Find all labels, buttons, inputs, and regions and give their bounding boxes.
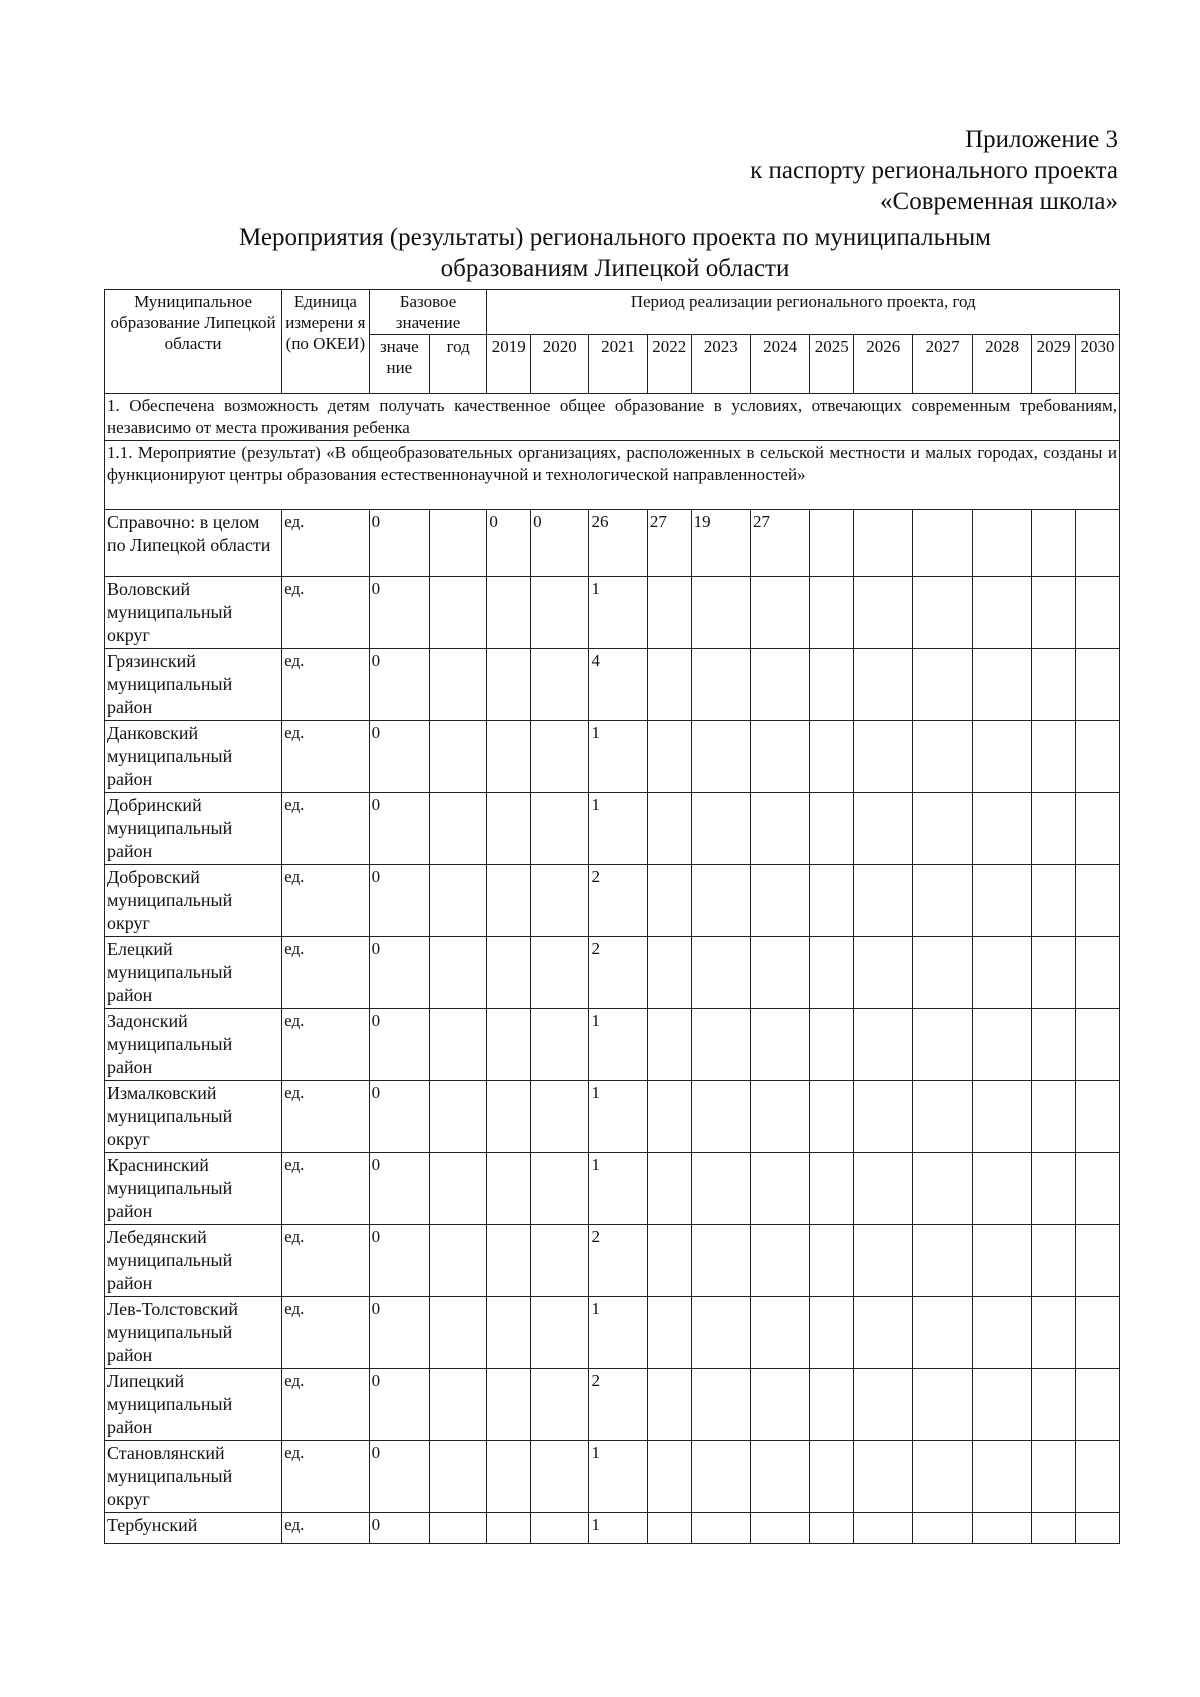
value-2024-cell [750, 793, 809, 865]
goal-row [105, 394, 1120, 441]
value-2027-cell [913, 1441, 972, 1513]
base-year-cell [430, 577, 487, 649]
value-2019-cell [487, 865, 531, 937]
value-2026-cell [854, 865, 913, 937]
value-2019-cell [487, 1153, 531, 1225]
municipality-cell: Грязинский муниципальный район [105, 649, 282, 721]
unit-cell: ед. [282, 721, 370, 793]
municipality-cell: Лебедянский муниципальный район [105, 1225, 282, 1297]
header-period: Период реализации регионального проекта, год [487, 290, 1120, 335]
header-row-1 [105, 290, 1120, 335]
value-2030-cell [1076, 1225, 1120, 1297]
header-year-2029: 2029 [1032, 335, 1076, 394]
value-2027-cell [913, 865, 972, 937]
value-2027-cell [913, 1369, 972, 1441]
value-2020-cell [531, 793, 589, 865]
municipality-cell: Измалковский муниципальный округ [105, 1081, 282, 1153]
header-year-2024: 2024 [750, 335, 809, 394]
unit-cell: ед. [282, 1009, 370, 1081]
value-2030-cell [1076, 649, 1120, 721]
base-year-cell [430, 865, 487, 937]
base-year-cell [430, 1153, 487, 1225]
value-2020-cell [531, 1369, 589, 1441]
value-2030-cell [1076, 793, 1120, 865]
value-2028-cell [972, 1153, 1031, 1225]
value-2024-cell [750, 1369, 809, 1441]
value-2025-cell [810, 577, 854, 649]
value-2024-cell [750, 937, 809, 1009]
value-2025-cell [810, 1153, 854, 1225]
table-row [105, 937, 1120, 1009]
base-year-cell [430, 1009, 487, 1081]
value-2023-cell [691, 1153, 750, 1225]
appendix-line-2: к паспорту регионального проекта [750, 157, 1118, 184]
base-year-cell [430, 1225, 487, 1297]
value-2026-cell [854, 721, 913, 793]
value-2019-cell [487, 793, 531, 865]
value-2021-cell: 1 [589, 577, 647, 649]
appendix-line-1: Приложение 3 [965, 126, 1118, 153]
value-2021-cell: 1 [589, 721, 647, 793]
value-2025-cell [810, 649, 854, 721]
value-2029-cell [1032, 937, 1076, 1009]
base-year-cell [430, 721, 487, 793]
value-2027-cell [913, 1009, 972, 1081]
value-2023-cell [691, 793, 750, 865]
value-2028-cell [972, 937, 1031, 1009]
value-2026-cell [854, 510, 913, 577]
municipality-cell: Данковский муниципальный район [105, 721, 282, 793]
base-value-cell: 0 [369, 1009, 429, 1081]
document-title-line-1: Мероприятия (результаты) регионального проекта по муниципальным [239, 224, 991, 251]
value-2020-cell [531, 865, 589, 937]
value-2025-cell [810, 1513, 854, 1544]
table-row [105, 649, 1120, 721]
value-2026-cell [854, 577, 913, 649]
municipality-cell: Добринский муниципальный район [105, 793, 282, 865]
value-2030-cell [1076, 1297, 1120, 1369]
value-2020-cell [531, 937, 589, 1009]
value-2028-cell [972, 793, 1031, 865]
municipality-cell: Справочно: в целом по Липецкой области [105, 510, 282, 577]
value-2028-cell [972, 1225, 1031, 1297]
value-2029-cell [1032, 1153, 1076, 1225]
table-row [105, 1369, 1120, 1441]
base-value-cell: 0 [369, 1513, 429, 1544]
header-year-2028: 2028 [972, 335, 1031, 394]
value-2027-cell [913, 937, 972, 1009]
value-2028-cell [972, 1369, 1031, 1441]
unit-cell: ед. [282, 793, 370, 865]
municipality-cell: Воловский муниципальный округ [105, 577, 282, 649]
base-value-cell: 0 [369, 1369, 429, 1441]
table-row [105, 793, 1120, 865]
value-2027-cell [913, 1153, 972, 1225]
value-2022-cell: 27 [647, 510, 691, 577]
value-2029-cell [1032, 721, 1076, 793]
value-2020-cell [531, 1225, 589, 1297]
value-2020-cell [531, 1153, 589, 1225]
value-2023-cell [691, 1225, 750, 1297]
value-2029-cell [1032, 1441, 1076, 1513]
value-2029-cell [1032, 577, 1076, 649]
value-2020-cell [531, 577, 589, 649]
value-2022-cell [647, 1225, 691, 1297]
unit-cell: ед. [282, 1225, 370, 1297]
base-value-cell: 0 [369, 793, 429, 865]
header-municipality: Муниципальное образование Липецкой области [105, 290, 282, 394]
unit-cell: ед. [282, 510, 370, 577]
value-2029-cell [1032, 1297, 1076, 1369]
unit-cell: ед. [282, 1441, 370, 1513]
value-2028-cell [972, 1513, 1031, 1544]
table-row [105, 577, 1120, 649]
value-2019-cell [487, 1225, 531, 1297]
municipality-cell: Липецкий муниципальный район [105, 1369, 282, 1441]
value-2022-cell [647, 577, 691, 649]
value-2026-cell [854, 1153, 913, 1225]
base-year-cell [430, 1297, 487, 1369]
value-2021-cell: 1 [589, 1513, 647, 1544]
value-2020-cell [531, 649, 589, 721]
value-2020-cell [531, 1513, 589, 1544]
table-row [105, 1297, 1120, 1369]
value-2028-cell [972, 510, 1031, 577]
value-2024-cell [750, 721, 809, 793]
value-2029-cell [1032, 510, 1076, 577]
value-2020-cell: 0 [531, 510, 589, 577]
table-row [105, 721, 1120, 793]
value-2024-cell [750, 1441, 809, 1513]
value-2021-cell: 26 [589, 510, 647, 577]
value-2027-cell [913, 1225, 972, 1297]
header-year-2019: 2019 [487, 335, 531, 394]
value-2025-cell [810, 1369, 854, 1441]
municipality-cell: Елецкий муниципальный район [105, 937, 282, 1009]
base-value-cell: 0 [369, 649, 429, 721]
base-value-cell: 0 [369, 1441, 429, 1513]
value-2028-cell [972, 649, 1031, 721]
value-2019-cell [487, 649, 531, 721]
value-2028-cell [972, 1009, 1031, 1081]
header-year-2025: 2025 [810, 335, 854, 394]
value-2026-cell [854, 1369, 913, 1441]
value-2023-cell [691, 1297, 750, 1369]
value-2025-cell [810, 937, 854, 1009]
value-2027-cell [913, 1513, 972, 1544]
value-2027-cell [913, 1297, 972, 1369]
base-value-cell: 0 [369, 865, 429, 937]
unit-cell: ед. [282, 649, 370, 721]
value-2019-cell [487, 937, 531, 1009]
base-year-cell [430, 937, 487, 1009]
value-2020-cell [531, 1009, 589, 1081]
value-2030-cell [1076, 1153, 1120, 1225]
value-2019-cell [487, 1297, 531, 1369]
value-2019-cell [487, 577, 531, 649]
base-year-cell [430, 1081, 487, 1153]
document-title [150, 222, 1080, 284]
unit-cell: ед. [282, 1081, 370, 1153]
value-2026-cell [854, 937, 913, 1009]
value-2027-cell [913, 577, 972, 649]
value-2026-cell [854, 649, 913, 721]
value-2023-cell [691, 865, 750, 937]
value-2021-cell: 1 [589, 1081, 647, 1153]
municipality-cell: Добровский муниципальный округ [105, 865, 282, 937]
measure-text: 1.1. Мероприятие (результат) «В общеобразовательных организациях, расположенных в сельской местности и малых городах, созданы и функционируют центры образования естественнонаучной и технологической направленностей» [105, 441, 1120, 510]
value-2023-cell [691, 1081, 750, 1153]
value-2023-cell [691, 1441, 750, 1513]
header-year-2026: 2026 [854, 335, 913, 394]
value-2029-cell [1032, 649, 1076, 721]
value-2019-cell [487, 1369, 531, 1441]
value-2019-cell [487, 1441, 531, 1513]
value-2021-cell: 2 [589, 1369, 647, 1441]
value-2022-cell [647, 1441, 691, 1513]
value-2023-cell [691, 937, 750, 1009]
appendix-line-3: «Современная школа» [880, 188, 1118, 215]
value-2020-cell [531, 721, 589, 793]
value-2028-cell [972, 1297, 1031, 1369]
value-2024-cell [750, 649, 809, 721]
value-2023-cell [691, 1369, 750, 1441]
value-2022-cell [647, 721, 691, 793]
table-row [105, 1513, 1120, 1544]
value-2029-cell [1032, 1513, 1076, 1544]
value-2030-cell [1076, 1441, 1120, 1513]
table-row [105, 1225, 1120, 1297]
value-2021-cell: 4 [589, 649, 647, 721]
value-2030-cell [1076, 937, 1120, 1009]
value-2025-cell [810, 1009, 854, 1081]
table-row [105, 865, 1120, 937]
value-2019-cell [487, 721, 531, 793]
value-2019-cell: 0 [487, 510, 531, 577]
header-year-2027: 2027 [913, 335, 972, 394]
value-2022-cell [647, 1369, 691, 1441]
value-2028-cell [972, 1441, 1031, 1513]
base-value-cell: 0 [369, 937, 429, 1009]
value-2028-cell [972, 721, 1031, 793]
results-table [104, 289, 1120, 1544]
value-2025-cell [810, 721, 854, 793]
value-2026-cell [854, 1297, 913, 1369]
base-year-cell [430, 1513, 487, 1544]
value-2024-cell: 27 [750, 510, 809, 577]
value-2023-cell [691, 721, 750, 793]
table-row [105, 1153, 1120, 1225]
base-year-cell [430, 649, 487, 721]
table-row [105, 1441, 1120, 1513]
value-2030-cell [1076, 721, 1120, 793]
value-2019-cell [487, 1513, 531, 1544]
value-2022-cell [647, 1297, 691, 1369]
header-year-2023: 2023 [691, 335, 750, 394]
value-2025-cell [810, 865, 854, 937]
municipality-cell: Тербунский [105, 1513, 282, 1544]
value-2024-cell [750, 1225, 809, 1297]
unit-cell: ед. [282, 865, 370, 937]
value-2020-cell [531, 1297, 589, 1369]
base-value-cell: 0 [369, 1081, 429, 1153]
header-year-2030: 2030 [1076, 335, 1120, 394]
value-2027-cell [913, 649, 972, 721]
value-2029-cell [1032, 1009, 1076, 1081]
value-2022-cell [647, 1081, 691, 1153]
base-year-cell [430, 1441, 487, 1513]
value-2029-cell [1032, 1081, 1076, 1153]
value-2026-cell [854, 1441, 913, 1513]
value-2024-cell [750, 577, 809, 649]
base-value-cell: 0 [369, 721, 429, 793]
value-2024-cell [750, 1009, 809, 1081]
unit-cell: ед. [282, 577, 370, 649]
value-2026-cell [854, 793, 913, 865]
value-2020-cell [531, 1441, 589, 1513]
value-2022-cell [647, 793, 691, 865]
value-2019-cell [487, 1009, 531, 1081]
table-row [105, 1009, 1120, 1081]
value-2027-cell [913, 510, 972, 577]
value-2026-cell [854, 1513, 913, 1544]
value-2027-cell [913, 721, 972, 793]
value-2025-cell [810, 1441, 854, 1513]
unit-cell: ед. [282, 1513, 370, 1544]
value-2025-cell [810, 1225, 854, 1297]
value-2026-cell [854, 1081, 913, 1153]
header-year-2021: 2021 [589, 335, 647, 394]
base-value-cell: 0 [369, 577, 429, 649]
header-base-value: значе ние [369, 335, 429, 394]
value-2024-cell [750, 1297, 809, 1369]
base-value-cell: 0 [369, 1153, 429, 1225]
value-2026-cell [854, 1009, 913, 1081]
municipality-cell: Становлянский муниципальный округ [105, 1441, 282, 1513]
value-2025-cell [810, 1297, 854, 1369]
base-year-cell [430, 793, 487, 865]
value-2024-cell [750, 865, 809, 937]
value-2019-cell [487, 1081, 531, 1153]
value-2020-cell [531, 1081, 589, 1153]
value-2030-cell [1076, 510, 1120, 577]
value-2021-cell: 2 [589, 865, 647, 937]
municipality-cell: Задонский муниципальный район [105, 1009, 282, 1081]
header-year-2020: 2020 [531, 335, 589, 394]
table-row [105, 1081, 1120, 1153]
value-2030-cell [1076, 1369, 1120, 1441]
value-2026-cell [854, 1225, 913, 1297]
value-2022-cell [647, 865, 691, 937]
value-2028-cell [972, 865, 1031, 937]
value-2022-cell [647, 1009, 691, 1081]
base-year-cell [430, 1369, 487, 1441]
value-2021-cell: 1 [589, 1297, 647, 1369]
document-title-line-2: образованиям Липецкой области [440, 255, 790, 282]
value-2021-cell: 2 [589, 1225, 647, 1297]
value-2023-cell [691, 1513, 750, 1544]
value-2022-cell [647, 649, 691, 721]
unit-cell: ед. [282, 937, 370, 1009]
base-value-cell: 0 [369, 510, 429, 577]
value-2021-cell: 1 [589, 1009, 647, 1081]
value-2023-cell: 19 [691, 510, 750, 577]
value-2025-cell [810, 510, 854, 577]
header-unit: Единица измерени я (по ОКЕИ) [282, 290, 370, 394]
value-2030-cell [1076, 1513, 1120, 1544]
value-2029-cell [1032, 1225, 1076, 1297]
value-2024-cell [750, 1513, 809, 1544]
header-base-year: год [430, 335, 487, 394]
value-2021-cell: 2 [589, 937, 647, 1009]
value-2021-cell: 1 [589, 1441, 647, 1513]
unit-cell: ед. [282, 1153, 370, 1225]
value-2029-cell [1032, 793, 1076, 865]
unit-cell: ед. [282, 1369, 370, 1441]
value-2027-cell [913, 793, 972, 865]
value-2024-cell [750, 1081, 809, 1153]
base-value-cell: 0 [369, 1225, 429, 1297]
value-2029-cell [1032, 865, 1076, 937]
value-2022-cell [647, 937, 691, 1009]
value-2030-cell [1076, 577, 1120, 649]
base-value-cell: 0 [369, 1297, 429, 1369]
value-2030-cell [1076, 1081, 1120, 1153]
value-2025-cell [810, 793, 854, 865]
header-year-2022: 2022 [647, 335, 691, 394]
value-2024-cell [750, 1153, 809, 1225]
value-2023-cell [691, 649, 750, 721]
header-base: Базовое значение [369, 290, 487, 335]
unit-cell: ед. [282, 1297, 370, 1369]
value-2030-cell [1076, 1009, 1120, 1081]
value-2030-cell [1076, 865, 1120, 937]
value-2023-cell [691, 1009, 750, 1081]
municipality-cell: Краснинский муниципальный район [105, 1153, 282, 1225]
value-2027-cell [913, 1081, 972, 1153]
value-2022-cell [647, 1153, 691, 1225]
table-row [105, 510, 1120, 577]
goal-text: 1. Обеспечена возможность детям получать качественное общее образование в условиях, отвечающих современным требованиям, независимо от места проживания ребенка [105, 394, 1120, 441]
value-2021-cell: 1 [589, 793, 647, 865]
value-2021-cell: 1 [589, 1153, 647, 1225]
value-2028-cell [972, 577, 1031, 649]
measure-row [105, 441, 1120, 510]
value-2022-cell [647, 1513, 691, 1544]
appendix-note [750, 124, 1118, 217]
value-2029-cell [1032, 1369, 1076, 1441]
base-year-cell [430, 510, 487, 577]
value-2023-cell [691, 577, 750, 649]
value-2028-cell [972, 1081, 1031, 1153]
municipality-cell: Лев-Толстовский муниципальный район [105, 1297, 282, 1369]
value-2025-cell [810, 1081, 854, 1153]
